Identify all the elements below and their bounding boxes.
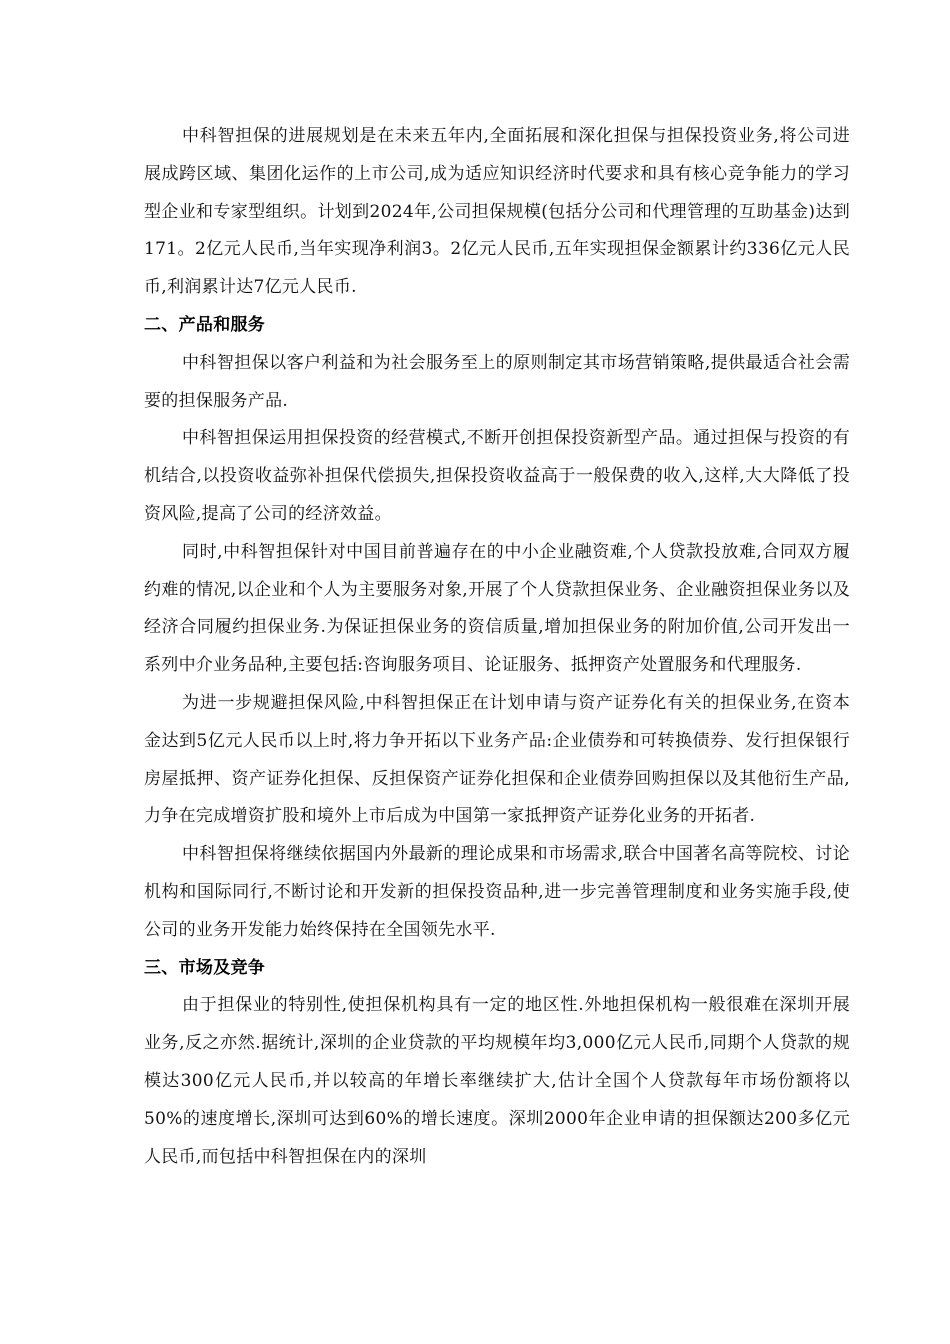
section-heading-products-services: 二、产品和服务 [144,314,266,335]
paragraph-market-analysis: 由于担保业的特别性,使担保机构具有一定的地区性.外地担保机构一般很难在深圳开展业务,反之亦然.据统计,深圳的企业贷款的平均规模年均3,000亿元人民币,同期个人贷款的规模达300亿元人民币,并以较高的年增长率继续扩大,估计全国个人贷款每年市场份额将以50%的速度增长,深圳可达到60%的增长速度。深圳2000年企业申请的担保额达200多亿元人民币,而包括中科智担保在内的深圳 [144,995,850,1167]
paragraph-development-plan: 中科智担保的进展规划是在未来五年内,全面拓展和深化担保与担保投资业务,将公司进展成跨区域、集团化运作的上市公司,成为适应知识经济时代要求和具有核心竞争能力的学习型企业和专家型组织。计划到2024年,公司担保规模(包括分公司和代理管理的互助基金)达到171。2亿元人民币,当年实现净利润3。2亿元人民币,五年实现担保金额累计约336亿元人民币,利润累计达7亿元人民币. [144,126,850,298]
document-page [144,118,850,1176]
section-heading-market-competition: 三、市场及竞争 [144,957,266,978]
paragraph-research-development: 中科智担保将继续依据国内外最新的理论成果和市场需求,联合中国著名高等院校、讨论机构和国际同行,不断讨论和开发新的担保投资品种,进一步完善管理制度和业务实施手段,使公司的业务开发能力始终保持在全国领先水平. [144,844,850,940]
paragraph-investment-model: 中科智担保运用担保投资的经营模式,不断开创担保投资新型产品。通过担保与投资的有机结合,以投资收益弥补担保代偿损失,担保投资收益高于一般保费的收入,这样,大大降低了投资风险,提高了公司的经济效益。 [144,428,850,524]
paragraph-securitization: 为进一步规避担保风险,中科智担保正在计划申请与资产证券化有关的担保业务,在资本金达到5亿元人民币以上时,将力争开拓以下业务产品:企业债券和可转换债券、发行担保银行房屋抵押、资产证券化担保、反担保资产证券化担保和企业债券回购担保以及其他衍生产品,力争在完成增资扩股和境外上市后成为中国第一家抵押资产证券化业务的开拓者. [144,692,850,827]
paragraph-service-targets: 同时,中科智担保针对中国目前普遍存在的中小企业融资难,个人贷款投放难,合同双方履约难的情况,以企业和个人为主要服务对象,开展了个人贷款担保业务、企业融资担保业务以及经济合同履约担保业务.为保证担保业务的资信质量,增加担保业务的附加价值,公司开发出一系列中介业务品种,主要包括:咨询服务项目、论证服务、抵押资产处置服务和代理服务. [144,541,850,676]
paragraph-marketing-strategy: 中科智担保以客户利益和为社会服务至上的原则制定其市场营销策略,提供最适合社会需要的担保服务产品. [144,352,850,411]
